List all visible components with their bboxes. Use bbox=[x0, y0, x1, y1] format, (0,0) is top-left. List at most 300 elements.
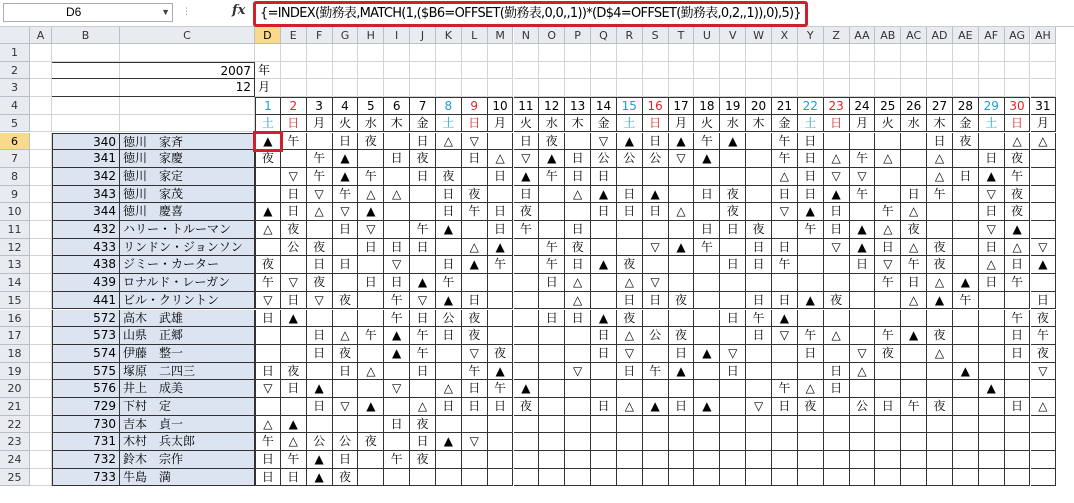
shift-cell[interactable]: ▲ bbox=[514, 168, 540, 186]
grid-cell[interactable] bbox=[410, 79, 436, 97]
grid-cell[interactable] bbox=[953, 62, 979, 80]
shift-cell[interactable] bbox=[850, 469, 876, 487]
shift-cell[interactable] bbox=[514, 469, 540, 487]
shift-cell[interactable] bbox=[694, 451, 720, 469]
shift-cell[interactable]: ▽ bbox=[307, 186, 333, 204]
grid-cell[interactable] bbox=[30, 345, 52, 363]
shift-cell[interactable] bbox=[462, 221, 488, 239]
shift-cell[interactable]: △ bbox=[436, 133, 462, 151]
shift-cell[interactable] bbox=[979, 345, 1005, 363]
shift-cell[interactable]: 日 bbox=[358, 239, 384, 257]
day-number[interactable]: 4 bbox=[333, 97, 359, 115]
day-number[interactable]: 15 bbox=[617, 97, 643, 115]
grid-cell[interactable] bbox=[30, 363, 52, 381]
day-number[interactable]: 14 bbox=[591, 97, 617, 115]
shift-cell[interactable] bbox=[953, 469, 979, 487]
shift-cell[interactable] bbox=[746, 469, 772, 487]
shift-cell[interactable]: 夜 bbox=[462, 186, 488, 204]
shift-cell[interactable]: 夜 bbox=[617, 310, 643, 328]
shift-cell[interactable]: ▲ bbox=[591, 310, 617, 328]
grid-cell[interactable] bbox=[30, 310, 52, 328]
staff-id[interactable]: 574 bbox=[52, 345, 120, 363]
shift-cell[interactable] bbox=[824, 345, 850, 363]
shift-cell[interactable]: 夜 bbox=[953, 133, 979, 151]
shift-cell[interactable] bbox=[436, 469, 462, 487]
shift-cell[interactable]: ▽ bbox=[462, 433, 488, 451]
staff-name[interactable]: 鈴木 宗作 bbox=[120, 451, 255, 469]
shift-cell[interactable]: △ bbox=[927, 345, 953, 363]
shift-cell[interactable]: 日 bbox=[307, 345, 333, 363]
grid-cell[interactable] bbox=[30, 168, 52, 186]
shift-cell[interactable]: 午 bbox=[539, 239, 565, 257]
staff-name[interactable]: 吉本 貞一 bbox=[120, 416, 255, 434]
shift-cell[interactable]: 日 bbox=[772, 398, 798, 416]
shift-cell[interactable]: 夜 bbox=[927, 256, 953, 274]
grid-cell[interactable] bbox=[824, 44, 850, 62]
shift-cell[interactable] bbox=[410, 186, 436, 204]
shift-cell[interactable]: 日 bbox=[410, 239, 436, 257]
shift-cell[interactable]: 夜 bbox=[358, 133, 384, 151]
shift-cell[interactable] bbox=[436, 239, 462, 257]
column-header-AB[interactable]: AB bbox=[875, 27, 901, 44]
day-number[interactable]: 11 bbox=[514, 97, 540, 115]
shift-cell[interactable]: 日 bbox=[307, 256, 333, 274]
shift-cell[interactable]: △ bbox=[1031, 398, 1057, 416]
shift-cell[interactable]: △ bbox=[1031, 133, 1057, 151]
shift-cell[interactable] bbox=[617, 451, 643, 469]
shift-cell[interactable] bbox=[617, 221, 643, 239]
staff-id[interactable]: 730 bbox=[52, 416, 120, 434]
shift-cell[interactable] bbox=[1005, 433, 1031, 451]
weekday-label[interactable]: 土 bbox=[979, 115, 1005, 133]
shift-cell[interactable] bbox=[255, 398, 281, 416]
column-header-X[interactable]: X bbox=[772, 27, 798, 44]
shift-cell[interactable] bbox=[281, 256, 307, 274]
grid-cell[interactable] bbox=[875, 79, 901, 97]
shift-cell[interactable]: 公 bbox=[617, 150, 643, 168]
shift-cell[interactable]: 日 bbox=[979, 150, 1005, 168]
shift-cell[interactable] bbox=[410, 469, 436, 487]
shift-cell[interactable]: 夜 bbox=[333, 469, 359, 487]
shift-cell[interactable] bbox=[746, 186, 772, 204]
grid-cell[interactable] bbox=[436, 62, 462, 80]
grid-cell[interactable] bbox=[720, 62, 746, 80]
shift-cell[interactable]: 日 bbox=[565, 150, 591, 168]
shift-cell[interactable] bbox=[694, 168, 720, 186]
shift-cell[interactable] bbox=[514, 433, 540, 451]
shift-cell[interactable] bbox=[694, 363, 720, 381]
shift-cell[interactable]: △ bbox=[824, 327, 850, 345]
grid-cell[interactable] bbox=[875, 62, 901, 80]
weekday-label[interactable]: 木 bbox=[565, 115, 591, 133]
shift-cell[interactable]: ▲ bbox=[591, 256, 617, 274]
shift-cell[interactable]: 日 bbox=[720, 256, 746, 274]
shift-cell[interactable] bbox=[333, 239, 359, 257]
shift-cell[interactable] bbox=[384, 363, 410, 381]
weekday-label[interactable]: 金 bbox=[953, 115, 979, 133]
shift-cell[interactable] bbox=[591, 363, 617, 381]
shift-cell[interactable]: △ bbox=[488, 150, 514, 168]
shift-cell[interactable]: 日 bbox=[901, 186, 927, 204]
year-value[interactable]: 2007 bbox=[52, 62, 255, 80]
shift-cell[interactable] bbox=[901, 310, 927, 328]
shift-cell[interactable] bbox=[539, 292, 565, 310]
shift-cell[interactable]: △ bbox=[255, 221, 281, 239]
shift-cell[interactable]: 日 bbox=[1005, 345, 1031, 363]
grid-cell[interactable] bbox=[1005, 62, 1031, 80]
shift-cell[interactable]: 午 bbox=[255, 274, 281, 292]
shift-cell[interactable]: ▲ bbox=[694, 150, 720, 168]
shift-cell[interactable] bbox=[798, 256, 824, 274]
shift-cell[interactable] bbox=[643, 451, 669, 469]
shift-cell[interactable] bbox=[488, 433, 514, 451]
shift-cell[interactable] bbox=[798, 239, 824, 257]
day-number[interactable]: 19 bbox=[720, 97, 746, 115]
shift-cell[interactable]: ▲ bbox=[694, 398, 720, 416]
shift-cell[interactable] bbox=[333, 416, 359, 434]
shift-cell[interactable] bbox=[824, 433, 850, 451]
column-header-AF[interactable]: AF bbox=[979, 27, 1005, 44]
grid-cell[interactable] bbox=[436, 44, 462, 62]
shift-cell[interactable]: 日 bbox=[307, 398, 333, 416]
shift-cell[interactable] bbox=[410, 203, 436, 221]
shift-cell[interactable] bbox=[720, 451, 746, 469]
shift-cell[interactable] bbox=[953, 433, 979, 451]
shift-cell[interactable] bbox=[798, 416, 824, 434]
staff-id[interactable]: 340 bbox=[52, 133, 120, 151]
shift-cell[interactable]: ▲ bbox=[901, 327, 927, 345]
shift-cell[interactable] bbox=[720, 168, 746, 186]
shift-cell[interactable] bbox=[669, 186, 695, 204]
grid-cell[interactable] bbox=[539, 44, 565, 62]
shift-cell[interactable]: 夜 bbox=[410, 451, 436, 469]
shift-cell[interactable]: 日 bbox=[565, 256, 591, 274]
shift-cell[interactable] bbox=[875, 416, 901, 434]
grid-cell[interactable] bbox=[824, 62, 850, 80]
day-number[interactable]: 12 bbox=[539, 97, 565, 115]
column-header-F[interactable]: F bbox=[307, 27, 333, 44]
shift-cell[interactable]: ▲ bbox=[1005, 221, 1031, 239]
grid-cell[interactable] bbox=[281, 44, 307, 62]
day-number[interactable]: 9 bbox=[462, 97, 488, 115]
shift-cell[interactable] bbox=[772, 363, 798, 381]
shift-cell[interactable] bbox=[514, 310, 540, 328]
shift-cell[interactable]: 日 bbox=[281, 469, 307, 487]
grid-cell[interactable] bbox=[1031, 79, 1057, 97]
staff-name[interactable]: 塚原 二四三 bbox=[120, 363, 255, 381]
shift-cell[interactable] bbox=[255, 239, 281, 257]
shift-cell[interactable]: 夜 bbox=[281, 221, 307, 239]
shift-cell[interactable]: 午 bbox=[384, 292, 410, 310]
shift-cell[interactable]: △ bbox=[1005, 133, 1031, 151]
shift-cell[interactable] bbox=[1031, 433, 1057, 451]
shift-cell[interactable] bbox=[979, 310, 1005, 328]
day-number[interactable]: 3 bbox=[307, 97, 333, 115]
shift-cell[interactable] bbox=[514, 239, 540, 257]
shift-cell[interactable] bbox=[436, 345, 462, 363]
shift-cell[interactable] bbox=[927, 363, 953, 381]
shift-cell[interactable]: ▽ bbox=[979, 186, 1005, 204]
shift-cell[interactable]: 日 bbox=[617, 203, 643, 221]
shift-cell[interactable] bbox=[694, 274, 720, 292]
shift-cell[interactable] bbox=[514, 256, 540, 274]
shift-cell[interactable]: ▲ bbox=[514, 380, 540, 398]
shift-cell[interactable] bbox=[875, 168, 901, 186]
shift-cell[interactable]: 日 bbox=[1005, 398, 1031, 416]
weekday-label[interactable]: 火 bbox=[333, 115, 359, 133]
shift-cell[interactable] bbox=[358, 380, 384, 398]
shift-cell[interactable]: 日 bbox=[281, 380, 307, 398]
shift-cell[interactable]: 午 bbox=[850, 186, 876, 204]
row-header-6[interactable]: 6 bbox=[0, 133, 30, 151]
shift-cell[interactable] bbox=[798, 363, 824, 381]
row-header-11[interactable]: 11 bbox=[0, 221, 30, 239]
grid-cell[interactable] bbox=[333, 44, 359, 62]
weekday-label[interactable]: 日 bbox=[643, 115, 669, 133]
shift-cell[interactable]: 日 bbox=[746, 239, 772, 257]
shift-cell[interactable] bbox=[539, 345, 565, 363]
grid-cell[interactable] bbox=[979, 62, 1005, 80]
staff-name[interactable]: 木村 兵太郎 bbox=[120, 433, 255, 451]
shift-cell[interactable]: 午 bbox=[384, 451, 410, 469]
grid-cell[interactable] bbox=[514, 79, 540, 97]
staff-id[interactable]: 432 bbox=[52, 221, 120, 239]
shift-cell[interactable]: 午 bbox=[953, 292, 979, 310]
shift-cell[interactable] bbox=[488, 310, 514, 328]
shift-cell[interactable] bbox=[462, 168, 488, 186]
shift-cell[interactable] bbox=[850, 274, 876, 292]
shift-cell[interactable]: 午 bbox=[694, 239, 720, 257]
shift-cell[interactable] bbox=[539, 363, 565, 381]
shift-cell[interactable] bbox=[643, 433, 669, 451]
weekday-label[interactable]: 火 bbox=[514, 115, 540, 133]
shift-cell[interactable]: ▲ bbox=[436, 292, 462, 310]
grid-cell[interactable] bbox=[591, 62, 617, 80]
shift-cell[interactable] bbox=[591, 292, 617, 310]
shift-cell[interactable]: 日 bbox=[1005, 256, 1031, 274]
dropdown-arrow-icon[interactable]: ▼ bbox=[161, 7, 170, 17]
grid-cell[interactable] bbox=[281, 62, 307, 80]
staff-id[interactable]: 433 bbox=[52, 239, 120, 257]
shift-cell[interactable] bbox=[720, 327, 746, 345]
shift-cell[interactable]: 日 bbox=[979, 274, 1005, 292]
shift-cell[interactable]: 夜 bbox=[462, 327, 488, 345]
staff-name[interactable]: ビル・クリントン bbox=[120, 292, 255, 310]
shift-cell[interactable]: 公 bbox=[643, 327, 669, 345]
grid-cell[interactable] bbox=[30, 469, 52, 487]
shift-cell[interactable]: 夜 bbox=[333, 345, 359, 363]
shift-cell[interactable] bbox=[384, 398, 410, 416]
shift-cell[interactable]: 夜 bbox=[307, 239, 333, 257]
shift-cell[interactable] bbox=[953, 345, 979, 363]
weekday-label[interactable]: 土 bbox=[436, 115, 462, 133]
shift-cell[interactable]: 日 bbox=[462, 380, 488, 398]
shift-cell[interactable]: 午 bbox=[772, 133, 798, 151]
shift-cell[interactable]: 午 bbox=[307, 150, 333, 168]
row-header-2[interactable]: 2 bbox=[0, 62, 30, 80]
shift-cell[interactable] bbox=[669, 256, 695, 274]
month-value[interactable]: 12 bbox=[52, 79, 255, 97]
shift-cell[interactable] bbox=[694, 327, 720, 345]
shift-cell[interactable]: 日 bbox=[979, 203, 1005, 221]
shift-cell[interactable]: 日 bbox=[772, 186, 798, 204]
shift-cell[interactable] bbox=[979, 469, 1005, 487]
shift-cell[interactable]: 夜 bbox=[1005, 203, 1031, 221]
grid-cell[interactable] bbox=[30, 133, 52, 151]
shift-cell[interactable]: 夜 bbox=[669, 327, 695, 345]
grid-cell[interactable] bbox=[488, 44, 514, 62]
shift-cell[interactable] bbox=[281, 345, 307, 363]
grid-cell[interactable] bbox=[30, 186, 52, 204]
grid-cell[interactable] bbox=[307, 79, 333, 97]
grid-cell[interactable] bbox=[307, 62, 333, 80]
shift-cell[interactable]: 午 bbox=[850, 150, 876, 168]
shift-cell[interactable]: 午 bbox=[255, 433, 281, 451]
shift-cell[interactable]: 日 bbox=[824, 380, 850, 398]
shift-cell[interactable]: △ bbox=[307, 203, 333, 221]
staff-name[interactable]: 牛島 満 bbox=[120, 469, 255, 487]
grid-cell[interactable] bbox=[565, 79, 591, 97]
shift-cell[interactable] bbox=[798, 274, 824, 292]
shift-cell[interactable]: 夜 bbox=[565, 239, 591, 257]
shift-cell[interactable]: ▽ bbox=[875, 256, 901, 274]
shift-cell[interactable] bbox=[798, 433, 824, 451]
grid-cell[interactable] bbox=[281, 79, 307, 97]
shift-cell[interactable]: 日 bbox=[669, 345, 695, 363]
shift-cell[interactable] bbox=[591, 221, 617, 239]
grid-cell[interactable] bbox=[30, 239, 52, 257]
shift-cell[interactable] bbox=[772, 433, 798, 451]
shift-cell[interactable]: 午 bbox=[333, 186, 359, 204]
weekday-label[interactable]: 日 bbox=[281, 115, 307, 133]
day-number[interactable]: 5 bbox=[358, 97, 384, 115]
shift-cell[interactable] bbox=[953, 416, 979, 434]
shift-cell[interactable]: ▲ bbox=[617, 133, 643, 151]
shift-cell[interactable]: ▲ bbox=[255, 203, 281, 221]
shift-cell[interactable]: 夜 bbox=[927, 398, 953, 416]
shift-cell[interactable] bbox=[539, 416, 565, 434]
shift-cell[interactable] bbox=[565, 433, 591, 451]
grid-cell[interactable] bbox=[643, 62, 669, 80]
grid-cell[interactable] bbox=[410, 44, 436, 62]
shift-cell[interactable]: 日 bbox=[746, 256, 772, 274]
shift-cell[interactable] bbox=[927, 310, 953, 328]
shift-cell[interactable]: 日 bbox=[1031, 292, 1057, 310]
staff-id[interactable]: 733 bbox=[52, 469, 120, 487]
row-header-14[interactable]: 14 bbox=[0, 274, 30, 292]
shift-cell[interactable]: 日 bbox=[824, 221, 850, 239]
column-header-AA[interactable]: AA bbox=[850, 27, 876, 44]
shift-cell[interactable] bbox=[694, 203, 720, 221]
shift-cell[interactable]: ▽ bbox=[333, 203, 359, 221]
shift-cell[interactable] bbox=[720, 398, 746, 416]
column-header-AG[interactable]: AG bbox=[1005, 27, 1031, 44]
shift-cell[interactable]: ▲ bbox=[539, 150, 565, 168]
shift-cell[interactable] bbox=[669, 416, 695, 434]
shift-cell[interactable]: 午 bbox=[462, 203, 488, 221]
shift-cell[interactable]: 日 bbox=[255, 451, 281, 469]
staff-name[interactable]: ハリー・トルーマン bbox=[120, 221, 255, 239]
shift-cell[interactable] bbox=[565, 345, 591, 363]
shift-cell[interactable] bbox=[953, 221, 979, 239]
grid-cell[interactable] bbox=[52, 115, 120, 133]
shift-cell[interactable]: ▲ bbox=[850, 221, 876, 239]
shift-cell[interactable] bbox=[488, 416, 514, 434]
grid-cell[interactable] bbox=[30, 327, 52, 345]
weekday-label[interactable]: 日 bbox=[462, 115, 488, 133]
weekday-label[interactable]: 水 bbox=[358, 115, 384, 133]
shift-cell[interactable]: 午 bbox=[772, 150, 798, 168]
grid-cell[interactable] bbox=[850, 44, 876, 62]
shift-cell[interactable]: ▲ bbox=[255, 133, 281, 151]
shift-cell[interactable]: ▽ bbox=[1031, 239, 1057, 257]
shift-cell[interactable] bbox=[591, 469, 617, 487]
shift-cell[interactable] bbox=[953, 398, 979, 416]
shift-cell[interactable]: 日 bbox=[436, 186, 462, 204]
shift-cell[interactable] bbox=[358, 416, 384, 434]
shift-cell[interactable] bbox=[643, 469, 669, 487]
shift-cell[interactable]: 日 bbox=[565, 221, 591, 239]
shift-cell[interactable] bbox=[514, 345, 540, 363]
shift-cell[interactable] bbox=[875, 469, 901, 487]
row-header-5[interactable]: 5 bbox=[0, 115, 30, 133]
shift-cell[interactable]: ▽ bbox=[384, 380, 410, 398]
staff-id[interactable]: 341 bbox=[52, 150, 120, 168]
shift-cell[interactable] bbox=[694, 433, 720, 451]
shift-cell[interactable] bbox=[462, 416, 488, 434]
shift-cell[interactable] bbox=[617, 469, 643, 487]
shift-cell[interactable]: △ bbox=[384, 186, 410, 204]
grid-cell[interactable] bbox=[514, 44, 540, 62]
staff-id[interactable]: 441 bbox=[52, 292, 120, 310]
shift-cell[interactable]: 日 bbox=[462, 150, 488, 168]
grid-cell[interactable] bbox=[591, 79, 617, 97]
grid-cell[interactable] bbox=[120, 115, 255, 133]
shift-cell[interactable] bbox=[358, 451, 384, 469]
shift-cell[interactable]: ▽ bbox=[669, 150, 695, 168]
row-header-10[interactable]: 10 bbox=[0, 203, 30, 221]
shift-cell[interactable] bbox=[384, 133, 410, 151]
shift-cell[interactable]: 日 bbox=[333, 133, 359, 151]
shift-cell[interactable] bbox=[539, 398, 565, 416]
shift-cell[interactable]: ▽ bbox=[824, 168, 850, 186]
shift-cell[interactable]: 日 bbox=[255, 363, 281, 381]
shift-cell[interactable] bbox=[720, 416, 746, 434]
shift-cell[interactable]: △ bbox=[462, 239, 488, 257]
grid-cell[interactable] bbox=[30, 398, 52, 416]
shift-cell[interactable]: 公 bbox=[591, 150, 617, 168]
shift-cell[interactable]: 午 bbox=[514, 221, 540, 239]
shift-cell[interactable] bbox=[1031, 274, 1057, 292]
shift-cell[interactable] bbox=[694, 256, 720, 274]
shift-cell[interactable]: 日 bbox=[488, 203, 514, 221]
shift-cell[interactable] bbox=[617, 433, 643, 451]
shift-cell[interactable] bbox=[1031, 469, 1057, 487]
staff-id[interactable]: 343 bbox=[52, 186, 120, 204]
shift-cell[interactable] bbox=[850, 380, 876, 398]
shift-cell[interactable] bbox=[979, 363, 1005, 381]
row-header-22[interactable]: 22 bbox=[0, 416, 30, 434]
grid-cell[interactable] bbox=[591, 44, 617, 62]
grid-cell[interactable] bbox=[30, 433, 52, 451]
shift-cell[interactable]: △ bbox=[901, 203, 927, 221]
shift-cell[interactable]: 日 bbox=[591, 168, 617, 186]
shift-cell[interactable] bbox=[772, 451, 798, 469]
staff-name[interactable]: 徳川 家慶 bbox=[120, 150, 255, 168]
shift-cell[interactable]: 日 bbox=[979, 239, 1005, 257]
weekday-label[interactable]: 月 bbox=[488, 115, 514, 133]
shift-cell[interactable] bbox=[255, 186, 281, 204]
